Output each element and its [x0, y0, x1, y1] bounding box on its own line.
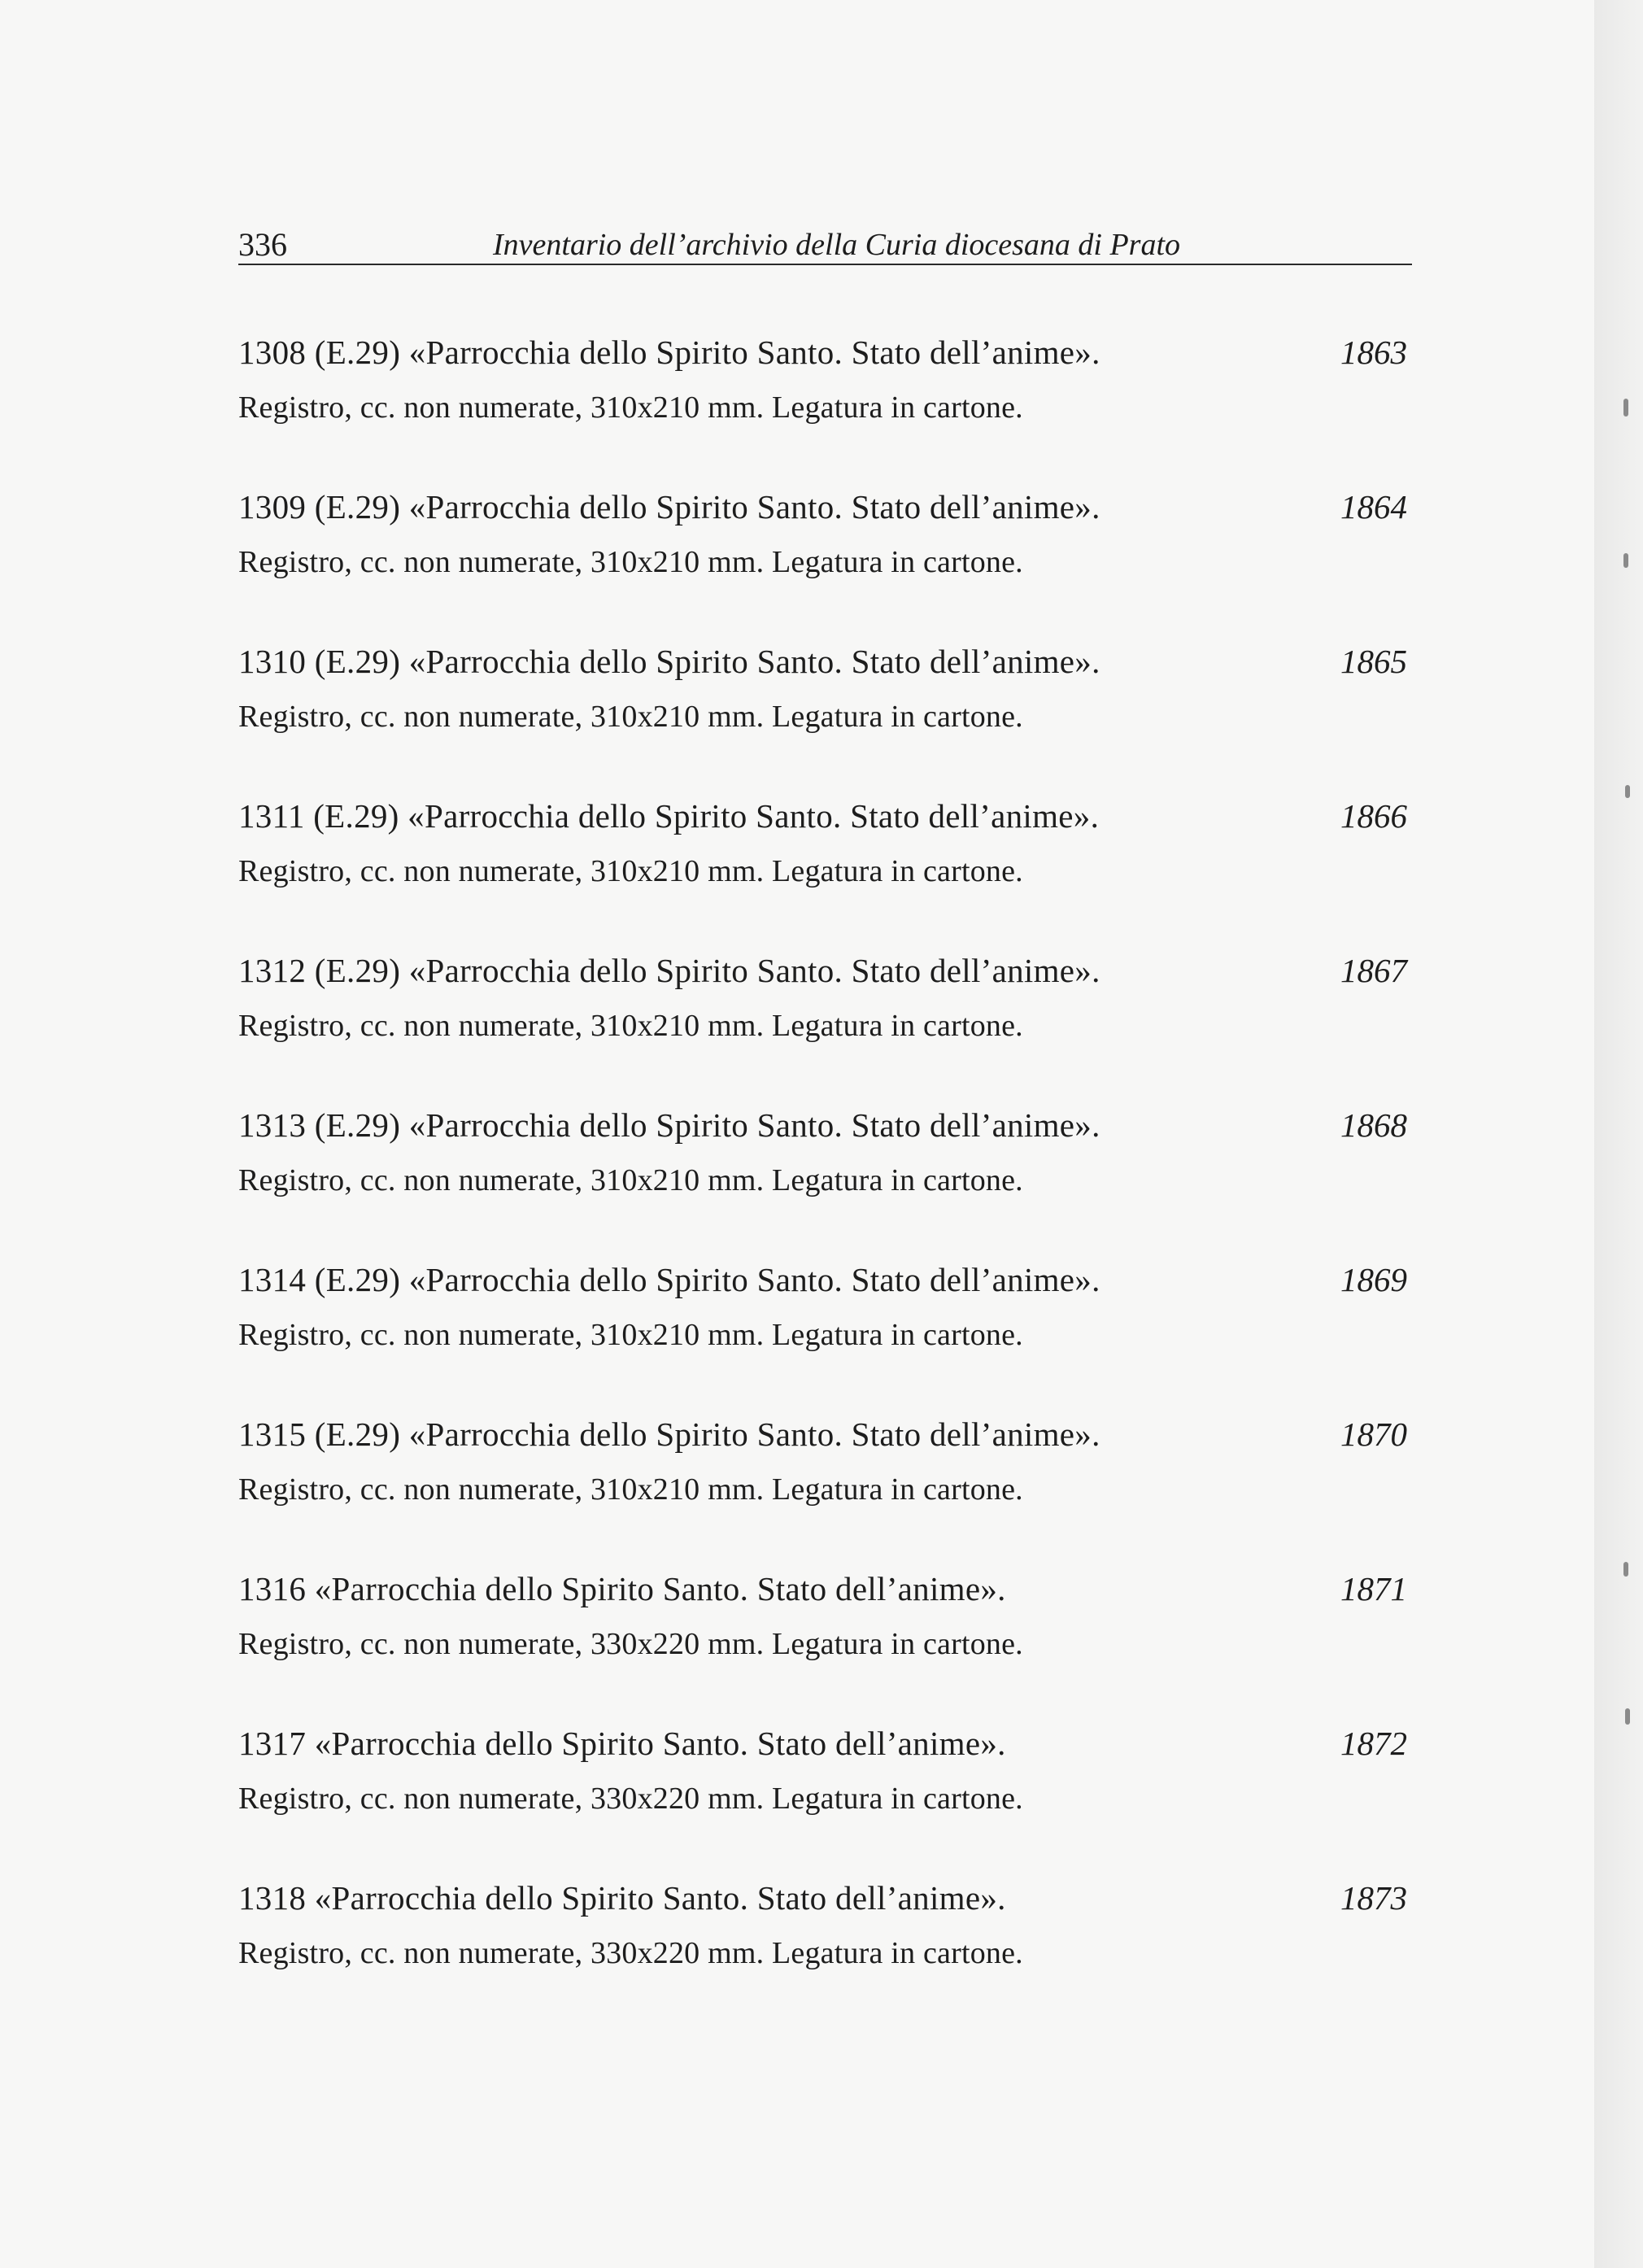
binding-mark [1625, 1708, 1630, 1725]
binding-mark [1625, 785, 1630, 798]
binding-mark [1623, 553, 1628, 568]
entry-title: 1315 (E.29) «Parrocchia dello Spirito Santo. Stato dell’anime». [238, 1415, 1100, 1453]
entry-title: 1313 (E.29) «Parrocchia dello Spirito Santo. Stato dell’anime». [238, 1106, 1100, 1144]
page-number: 336 [238, 226, 287, 263]
inventory-entry [238, 1562, 1412, 1716]
entry-description: Registro, cc. non numerate, 310x210 mm. Legatura in cartone. [238, 1009, 1023, 1043]
inventory-list [238, 325, 1412, 2026]
entry-date: 1867 [1340, 952, 1407, 989]
binding-mark [1623, 399, 1628, 417]
entry-date: 1873 [1340, 1879, 1407, 1917]
inventory-entry [238, 325, 1412, 480]
inventory-entry [238, 1871, 1412, 2026]
entry-title: 1310 (E.29) «Parrocchia dello Spirito Santo. Stato dell’anime». [238, 643, 1100, 680]
entry-description: Registro, cc. non numerate, 330x220 mm. Legatura in cartone. [238, 1782, 1023, 1816]
entry-title: 1316 «Parrocchia dello Spirito Santo. Stato dell’anime». [238, 1570, 1006, 1607]
entry-date: 1870 [1340, 1415, 1407, 1453]
entry-description: Registro, cc. non numerate, 310x210 mm. Legatura in cartone. [238, 700, 1023, 734]
entry-title: 1318 «Parrocchia dello Spirito Santo. Stato dell’anime». [238, 1879, 1006, 1917]
inventory-entry [238, 1407, 1412, 1562]
inventory-entry [238, 635, 1412, 789]
inventory-entry [238, 1716, 1412, 1871]
inventory-entry [238, 1253, 1412, 1407]
entry-date: 1868 [1340, 1106, 1407, 1144]
binding-mark [1623, 1562, 1628, 1577]
entry-description: Registro, cc. non numerate, 310x210 mm. Legatura in cartone. [238, 545, 1023, 579]
entry-date: 1869 [1340, 1261, 1407, 1298]
entry-date: 1872 [1340, 1725, 1407, 1762]
entry-date: 1871 [1340, 1570, 1407, 1607]
page-header [238, 226, 1412, 265]
entry-date: 1864 [1340, 488, 1407, 526]
entry-title: 1317 «Parrocchia dello Spirito Santo. Stato dell’anime». [238, 1725, 1006, 1762]
entry-title: 1314 (E.29) «Parrocchia dello Spirito Santo. Stato dell’anime». [238, 1261, 1100, 1298]
entry-date: 1865 [1340, 643, 1407, 680]
entry-description: Registro, cc. non numerate, 330x220 mm. Legatura in cartone. [238, 1627, 1023, 1661]
entry-description: Registro, cc. non numerate, 310x210 mm. Legatura in cartone. [238, 1163, 1023, 1197]
entry-date: 1863 [1340, 334, 1407, 371]
entry-description: Registro, cc. non numerate, 330x220 mm. Legatura in cartone. [238, 1936, 1023, 1970]
inventory-entry [238, 789, 1412, 944]
entry-title: 1308 (E.29) «Parrocchia dello Spirito Santo. Stato dell’anime». [238, 334, 1100, 371]
entry-description: Registro, cc. non numerate, 310x210 mm. Legatura in cartone. [238, 1472, 1023, 1507]
entry-description: Registro, cc. non numerate, 310x210 mm. Legatura in cartone. [238, 854, 1023, 888]
page-edge [1594, 0, 1643, 2268]
entry-description: Registro, cc. non numerate, 310x210 mm. Legatura in cartone. [238, 1318, 1023, 1352]
entry-title: 1312 (E.29) «Parrocchia dello Spirito Santo. Stato dell’anime». [238, 952, 1100, 989]
inventory-entry [238, 944, 1412, 1098]
entry-title: 1309 (E.29) «Parrocchia dello Spirito Santo. Stato dell’anime». [238, 488, 1100, 526]
entry-date: 1866 [1340, 797, 1407, 835]
entry-description: Registro, cc. non numerate, 310x210 mm. Legatura in cartone. [238, 390, 1023, 425]
running-title: Inventario dell’archivio della Curia diocesana di Prato [493, 228, 1181, 262]
entry-title: 1311 (E.29) «Parrocchia dello Spirito Santo. Stato dell’anime». [238, 797, 1100, 835]
inventory-entry [238, 1098, 1412, 1253]
inventory-entry [238, 480, 1412, 635]
